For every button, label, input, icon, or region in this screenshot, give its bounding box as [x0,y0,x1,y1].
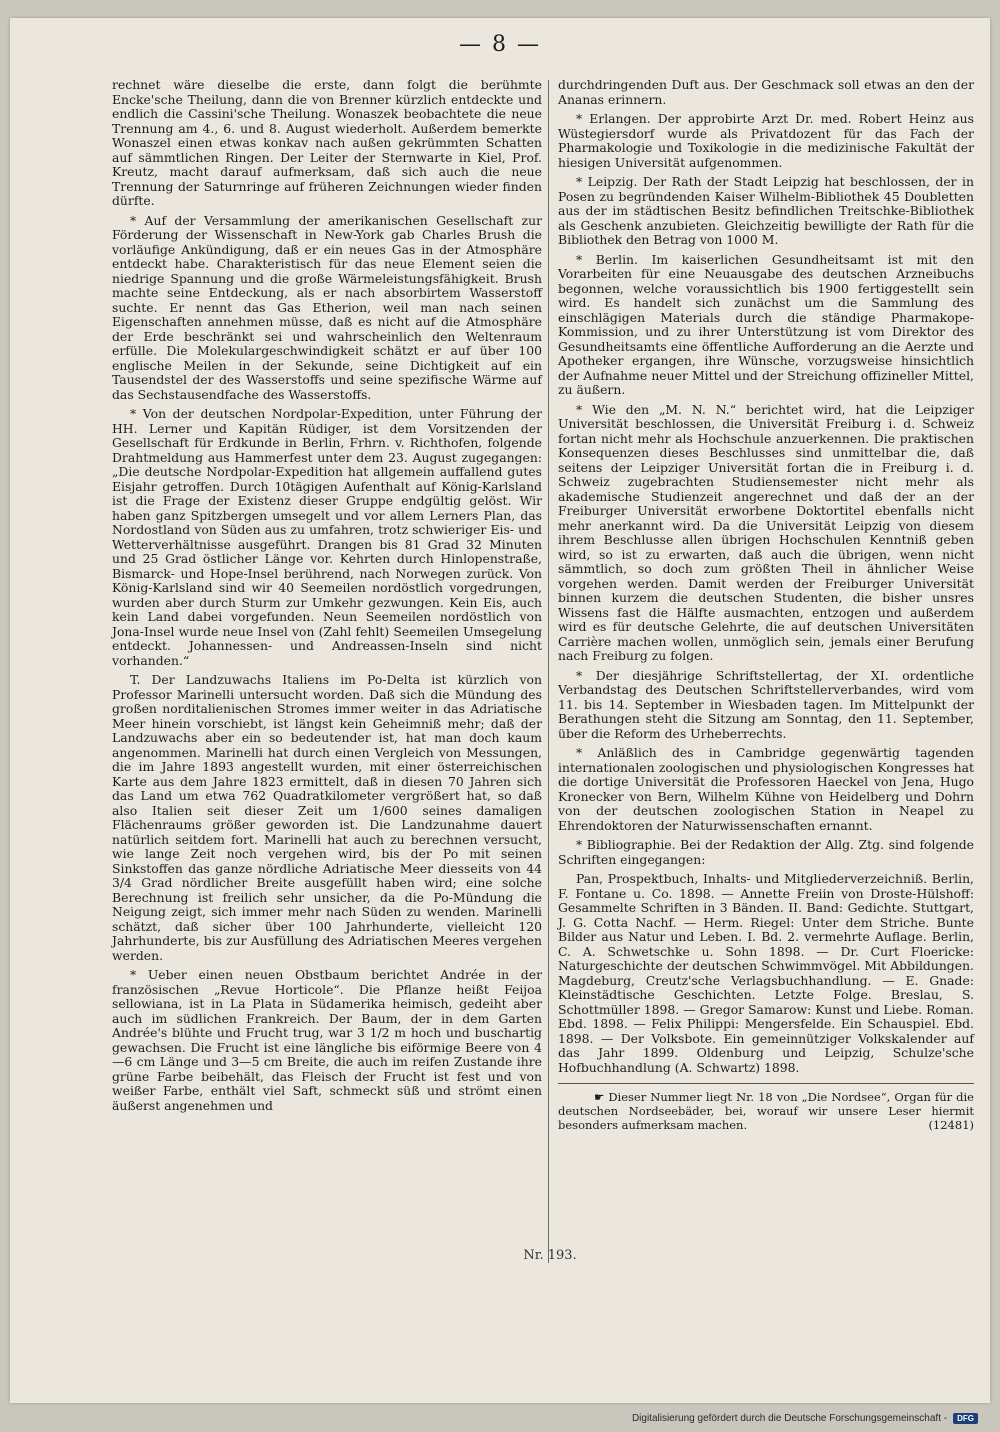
newspaper-page [10,18,990,1403]
article-bibliographie: * Bibliographie. Bei der Redaktion der Allg. Ztg. sind folgende Schriften eingegangen: [558,837,974,867]
article-freiburg: * Wie den „M. N. N.“ berichtet wird, hat die Leipziger Universität beschlossen, die Universität Freiburg i. d. Schweiz fortan nicht mehr als Hochschule anzuerkennen. Die praktischen Konsequenzen dieses Beschlusses sind unmittelbar die, daß seitens der Leipziger Universität fortan die in Freiburg i. d. Schweiz zugebrachten Studiensemester nicht mehr als akademische Studienzeit angerechnet und daß der an der Freiburger Universität erworbene Doktortitel ebenfalls nicht mehr anerkannt wird. Da die Universität Leipzig von diesem ihrem Beschlusse allen übrigen Hochschulen Kenntniß geben wird, so ist zu erwarten, daß auch die übrigen, wenn nicht sämmtlich, so doch zum größten Theil in ähnlicher Weise vorgehen werden. Damit werden der Freiburger Universität binnen kurzem die deutschen Studenten, die bisher unsres Wissens fast die Hälfte ausmachten, entzogen und außerdem wird es für deutsche Gelehrte, die auf deutschen Universitäten Carrière machen wollen, unmöglich sein, jemals einer Berufung nach Freiburg zu folgen. [558,401,974,663]
right-column [558,78,974,1137]
notice-code: (12481) [928,1118,974,1132]
page-number: — 8 — [459,32,541,57]
dfg-logo: DFG [953,1413,978,1424]
article-fruit-tree-continued: durchdringenden Duft aus. Der Geschmack soll etwas an den der Ananas erinnern. [558,77,974,107]
pointing-hand-icon: ☛ [594,1090,605,1104]
article-po-delta: T. Der Landzuwachs Italiens im Po-Delta ist kürzlich von Professor Marinelli untersucht worden. Daß sich die Mündung des großen norditalienischen Stromes immer weiter in das Adriatische Meer hinein vorschiebt, ist längst kein Geheimniß mehr; daß der Landzuwachs aber ein so bedeutender ist, hat man doch kaum angenommen. Marinelli hat durch einen Vergleich von Messungen, die im Jahre 1893 angestellt wurden, mit einer österreichischen Karte aus dem Jahre 1823 ermittelt, daß in diesen 70 Jahren sich das Land um etwa 762 Quadratkilometer vergrößert hat, so daß also Italien seit dieser Zeit um 1/600 seines damaligen Flächenraums größer geworden ist. Die Landzunahme dauert natürlich seitdem fort. Marinelli hat auch zu berechnen versucht, wie lange Zeit noch vergehen wird, bis der Po mit seinen Sinkstoffen das ganze nördliche Adriatische Meer diesseits von 44 3/4 Grad nördlicher Breite ausgefüllt haben wird; eine solche Berechnung ist freilich sehr unsicher, da die Po-Mündung die Neigung zeigt, sich immer mehr nach Süden zu wenden. Marinelli schätzt, daß sicher über 100 Jahrhunderte, vielleicht 120 Jahrhunderte, bis zur Ausfüllung des Adriatischen Meeres vergehen werden. [112,672,542,963]
footer-text: Digitalisierung gefördert durch die Deutsche Forschungsgemeinschaft - [631,1413,948,1424]
digitization-footer [632,1413,978,1424]
article-fruit-tree: * Ueber einen neuen Obstbaum berichtet Andrée in der französischen „Revue Horticole“. Die Pflanze heißt Feijoa sellowiana, ist in La Plata in Südamerika heimisch, gedeiht aber auch im südlichen Frankreich. Der Baum, der in dem Garten Andrée's blühte und Frucht trug, war 3 1/2 m hoch und buschartig gewachsen. Die Frucht ist eine längliche bis eiförmige Beere von 4—6 cm Länge und 3—5 cm Breite, die auch im reifen Zustande ihre grüne Farbe beibehält, das Fleisch der Frucht ist fest und von weißer Farbe, enthält viel Saft, schmeckt süß und strömt einen äußerst angenehmen und [112,967,542,1113]
notice-rule [558,1083,974,1084]
issue-number: Nr. 193. [523,1248,577,1263]
bibliography-list: Pan, Prospektbuch, Inhalts- und Mitgliederverzeichniß. Berlin, F. Fontane u. Co. 1898. — Annette Freiin von Droste-Hülshoff: Gesammelte Schriften in 3 Bänden. II. Band: Gedichte. Stuttgart, J. G. Cotta Nachf. — Herm. Riegel: Unter dem Striche. Bunte Bilder aus Natur und Leben. I. Bd. 2. vermehrte Auflage. Berlin, C. A. Schwetschke u. Sohn 1898. — Dr. Curt Floericke: Naturgeschichte der deutschen Schwimmvögel. Mit Abbildungen. Magdeburg, Creutz'sche Verlagsbuchhandlung. — E. Gnade: Kleinstädtische Geschichten. Letzte Folge. Breslau, S. Schottmüller 1898. — Gregor Samarow: Kunst und Liebe. Roman. Ebd. 1898. — Felix Philippi: Mengersfelde. Ein Schauspiel. Ebd. 1898. — Der Volksbote. Ein gemeinnütziger Volkskalender auf das Jahr 1899. Oldenburg und Leipzig, Schulze'sche Hofbuchhandlung (A. Schwartz) 1898. [558,871,974,1075]
article-saturn-rings: rechnet wäre dieselbe die erste, dann folgt die berühmte Encke'sche Theilung, dann die von Brenner kürzlich entdeckte und endlich die Cassini'sche Theilung. Wonaszek beobachtete die neue Trennung am 4., 6. und 8. August wiederholt. Außerdem bemerkte Wonaszel einen etwas konkav nach außen gekrümmten Schatten auf sämmtlichen Ringen. Der Leiter der Sternwarte in Kiel, Prof. Kreutz, macht darauf aufmerksam, daß sich auch die neue Trennung der Saturnringe auf früheren Zeichnungen wieder finden dürfte. [112,77,542,208]
notice-text: Dieser Nummer liegt Nr. 18 von „Die Nordsee“, Organ für die deutschen Nordseebäder, bei, worauf wir unsere Leser hiermit besonders aufmerksam machen. [558,1090,974,1132]
article-etherion-gas: * Auf der Versammlung der amerikanischen Gesellschaft zur Förderung der Wissenschaft in New-York gab Charles Brush die vorläufige Ankündigung, daß er ein neues Gas in der Atmosphäre entdeckt habe. Charakteristisch für das neue Element seien die niedrige Spannung und die große Wärmeleistungsfähigkeit. Brush machte seine Entdeckung, als er nach absorbirtem Wasserstoff suchte. Er nennt das Gas Etherion, weil man nach seinen Eigenschaften annehmen müsse, daß es nicht auf die Atmosphäre der Erde beschränkt sei und wahrscheinlich den Weltenraum erfülle. Die Molekulargeschwindigkeit schätzt er auf über 100 englische Meilen in der Sekunde, seine Dichtigkeit auf ein Tausendstel der des Wasserstoffs und seine spezifische Wärme auf das Sechstausendfache des Wasserstoffs. [112,212,542,402]
article-berlin: * Berlin. Im kaiserlichen Gesundheitsamt ist mit den Vorarbeiten für eine Neuausgabe des deutschen Arzneibuchs begonnen, welche voraussichtlich bis 1900 fertiggestellt sein wird. Es handelt sich zunächst um die Sammlung des einschlägigen Materials durch die ständige Pharmakope-Kommission, und zu ihrer Unterstützung ist vom Direktor des Gesundheitsamts eine öffentliche Aufforderung an die Aerzte und Apotheker ergangen, ihre Wünsche, vorzugsweise hinsichtlich der Aufnahme neuer Mittel und der Streichung offizineller Mittel, zu äußern. [558,251,974,397]
left-column [112,78,542,1118]
article-cambridge: * Anläßlich des in Cambridge gegenwärtig tagenden internationalen zoologischen und physiologischen Kongresses hat die dortige Universität die Professoren Haeckel von Jena, Hugo Kronecker von Bern, Wilhelm Kühne von Heidelberg und Dohrn von der deutschen zoologischen Station in Neapel zu Ehrendoktoren der Naturwissenschaften ernannt. [558,745,974,833]
article-north-polar-expedition: * Von der deutschen Nordpolar-Expedition, unter Führung der HH. Lerner und Kapitän Rüdiger, ist dem Vorsitzenden der Gesellschaft für Erdkunde in Berlin, Frhrn. v. Richthofen, folgende Drahtmeldung aus Hammerfest unter dem 23. August zugegangen: „Die deutsche Nordpolar-Expedition hat allgemein auffallend gutes Eisjahr getroffen. Durch 10tägigen Aufenthalt auf König-Karlsland ist die Frage der Existenz dieser Gruppe endgültig gelöst. Wir haben ganz Spitzbergen umsegelt und vor allem Lerners Plan, das Nordostland von Süden aus zu umfahren, trotz schwieriger Eis- und Wetterverhältnisse ausgeführt. Drangen bis 81 Grad 32 Minuten und 25 Grad östlicher Länge vor. Kehrten durch Hinlopenstraße, Bismarck- und Hope-Insel berührend, nach Norwegen zurück. Von König-Karlsland sind wir 40 Seemeilen nordöstlich vorgedrungen, wurden aber durch Sturm zur Umkehr gezwungen. Kein Eis, auch kein Land dabei vorgefunden. Neun Seemeilen nordöstlich von Jona-Insel wurde neue Insel von (Zahl fehlt) Seemeilen Umsegelung entdeckt. Johannessen- und Andreassen-Inseln sind nicht vorhanden.“ [112,406,542,668]
article-schriftstellertag: * Der diesjährige Schriftstellertag, der XI. ordentliche Verbandstag des Deutschen Schriftstellerverbandes, wird vom 11. bis 14. September in Wiesbaden tagen. Im Mittelpunkt der Berathungen steht die Sitzung am Sonntag, den 11. September, über die Reform des Urheberrechts. [558,667,974,741]
column-divider [548,80,549,1263]
supplement-notice [558,1090,974,1132]
article-erlangen: * Erlangen. Der approbirte Arzt Dr. med. Robert Heinz aus Wüstegiersdorf wurde als Privatdozent für das Fach der Pharmakologie und Toxikologie in die medizinische Fakultät der hiesigen Universität aufgenommen. [558,111,974,170]
article-leipzig: * Leipzig. Der Rath der Stadt Leipzig hat beschlossen, der in Posen zu begründenden Kaiser Wilhelm-Bibliothek 45 Doubletten aus der im städtischen Besitz befindlichen Treitschke-Bibliothek als Geschenk anzubieten. Gleichzeitig bewilligte der Rath für die Bibliothek den Betrag von 1000 M. [558,174,974,247]
